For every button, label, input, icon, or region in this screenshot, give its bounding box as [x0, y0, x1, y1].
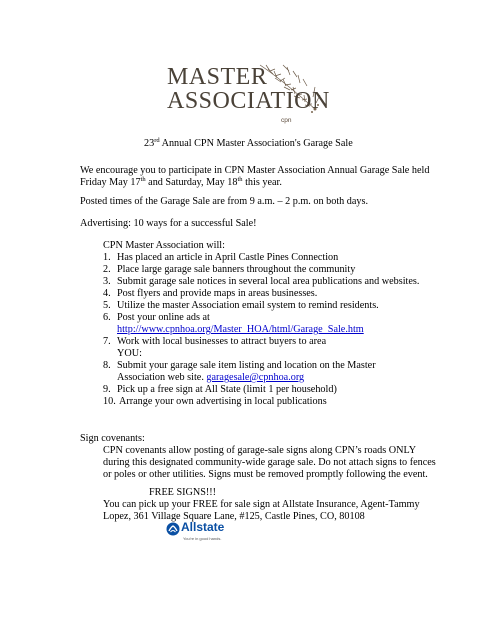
list-item	[103, 252, 419, 264]
sign-line: or poles or other utilities. Signs must be removed promptly following the event.	[103, 469, 428, 480]
list-item	[103, 312, 419, 324]
list-number: 4.	[103, 288, 111, 299]
intro-tail: this year.	[242, 177, 282, 188]
intro-line1: We encourage you to participate in CPN Master Association Annual Garage Sale held	[80, 165, 430, 176]
list-text: Has placed an article in April Castle Pines Connection	[117, 252, 339, 263]
list-number: 2.	[103, 264, 111, 275]
list-number: 7.	[103, 336, 111, 347]
posted-times: Posted times of the Garage Sale are from 9 a.m. – 2 p.m. on both days.	[80, 196, 369, 207]
list-text: Submit garage sale notices in several local area publications and websites.	[117, 276, 420, 287]
list-text: Work with local businesses to attract buyers to area	[117, 336, 327, 347]
list-item	[103, 264, 419, 276]
list-number: 10.	[103, 396, 116, 407]
will-heading: CPN Master Association will:	[103, 240, 225, 251]
list-text: Association web site.	[117, 372, 207, 383]
list-text: Utilize the master Association email system to remind residents.	[117, 300, 379, 311]
allstate-hands-icon	[166, 522, 180, 536]
master-association-logo	[165, 57, 335, 125]
list-text: Post flyers and provide maps in areas businesses.	[117, 288, 318, 299]
will-list	[103, 252, 419, 348]
intro-sup2: th	[237, 176, 243, 183]
list-item	[103, 360, 376, 372]
allstate-name: Allstate	[181, 520, 225, 534]
intro-line2	[80, 177, 282, 189]
list-text: Arrange your own advertising in local publications	[119, 396, 327, 407]
list-number: 3.	[103, 276, 111, 287]
list-item	[103, 336, 419, 348]
logo-line1: MASTER	[167, 64, 268, 90]
sign-covenants-heading: Sign covenants:	[80, 433, 145, 444]
garage-sale-url-link[interactable]: http://www.cpnhoa.org/Master_HOA/html/Garage_Sale.htm	[117, 324, 364, 335]
pickup-text	[103, 499, 420, 523]
list-item	[103, 396, 376, 408]
sign-line: during this designated community-wide garage sale. Do not attach signs to fences	[103, 457, 436, 468]
list-number: 9.	[103, 384, 111, 395]
intro-sup1: th	[140, 176, 146, 183]
list-text: Pick up a free sign at All State (limit 1 per household)	[117, 384, 337, 395]
title-text: Annual CPN Master Association's Garage Sale	[159, 138, 353, 149]
pickup-line: You can pick up your FREE for sale sign at Allstate Insurance, Agent-Tammy	[103, 499, 420, 510]
intro-saturday: and Saturday, May 18	[145, 177, 238, 188]
garage-sale-email-link[interactable]: garagesale@cpnhoa.org	[206, 372, 305, 383]
list-number: 6.	[103, 312, 111, 323]
logo-sub: cpn	[281, 117, 292, 124]
list-item	[103, 300, 419, 312]
pickup-line: Lopez, 361 Village Square Lane, #125, Castle Pines, CO, 80108	[103, 511, 365, 522]
sign-covenants-text	[103, 445, 436, 481]
list-item	[103, 384, 376, 396]
you-list	[103, 360, 376, 408]
list-item-link	[103, 324, 419, 336]
document-title	[144, 138, 353, 150]
intro-friday: Friday May 17	[80, 177, 141, 188]
list-item	[103, 276, 419, 288]
list-text: Place large garage sale banners throughout the community	[117, 264, 356, 275]
list-number: 1.	[103, 252, 111, 263]
list-text: Post your online ads at	[117, 312, 210, 323]
sign-line: CPN covenants allow posting of garage-sale signs along CPN’s roads ONLY	[103, 445, 417, 456]
list-item-cont	[103, 372, 376, 384]
free-signs-heading: FREE SIGNS!!!	[149, 487, 217, 498]
title-ordinal-sup: rd	[154, 137, 160, 144]
advertising-heading: Advertising: 10 ways for a successful Sale!	[80, 218, 257, 229]
allstate-logo	[166, 521, 224, 541]
title-ordinal: 23	[144, 138, 155, 149]
list-text: Submit your garage sale item listing and location on the Master	[117, 360, 376, 371]
you-heading: YOU:	[117, 348, 142, 359]
list-number: 8.	[103, 360, 111, 371]
allstate-tagline: You're in good hands.	[183, 536, 222, 541]
logo-line2: ASSOCIATION	[167, 88, 330, 114]
list-number: 5.	[103, 300, 111, 311]
list-item	[103, 288, 419, 300]
